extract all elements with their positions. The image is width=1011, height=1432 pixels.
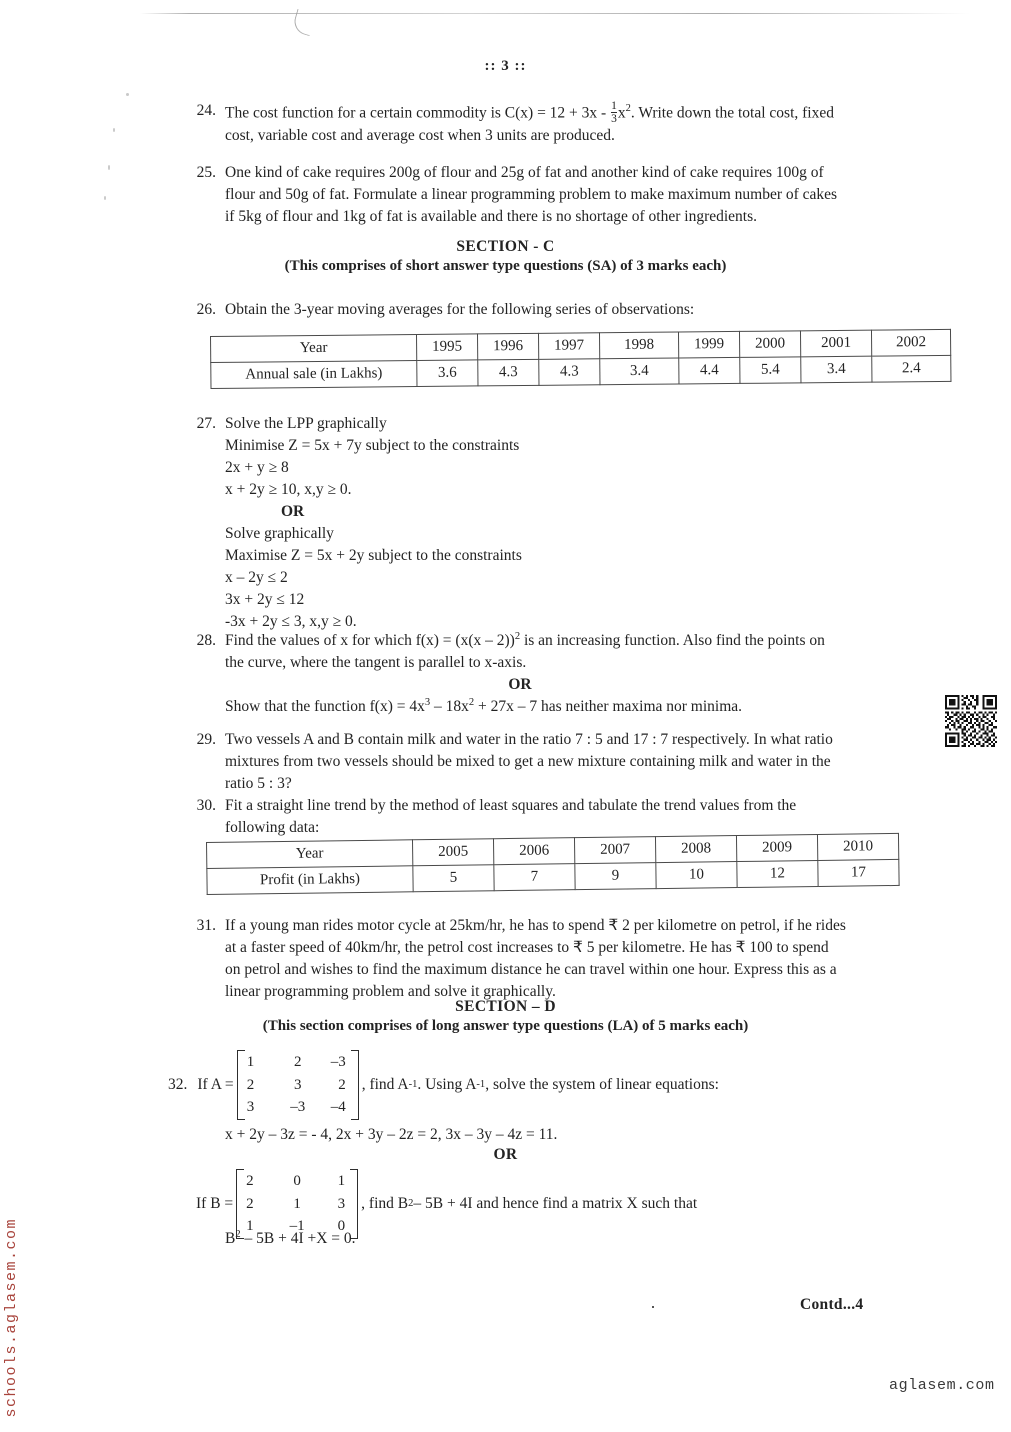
ma-year-cell: 1998 xyxy=(599,332,678,359)
matrix-a-cell: 2 xyxy=(246,1076,255,1093)
matrix-b-cell: 0 xyxy=(293,1173,301,1189)
question-25 xyxy=(182,162,902,228)
matrix-a-cell: –3 xyxy=(290,1099,306,1115)
q32-lead-text: If A = xyxy=(197,1075,234,1093)
q28-line1-exponent: 2 xyxy=(514,631,521,642)
ma-value-cell: 2.4 xyxy=(872,355,951,382)
matrix-a-cell: 2 xyxy=(293,1054,302,1070)
question-27 xyxy=(182,413,822,633)
question-30-number: 30. xyxy=(196,797,216,814)
q31-line2: at a faster speed of 40km/hr, the petrol cost increases to ₹ 5 per kilometre. He has ₹ 100 to spend xyxy=(225,939,829,956)
trend-value-cell: 10 xyxy=(656,862,737,889)
question-32-matrix-a-row xyxy=(168,1050,719,1120)
q28-or-divider: OR xyxy=(508,676,532,694)
ma-value-cell: 3.4 xyxy=(600,358,679,385)
q32-equations-body xyxy=(225,1124,557,1146)
question-26-body xyxy=(225,299,694,321)
q24-frac-numerator: 1 xyxy=(611,100,617,112)
ma-year-cell: 1997 xyxy=(538,333,599,360)
question-32-number: 32. xyxy=(168,1075,188,1093)
q28-exp-square: 2 xyxy=(468,697,475,709)
ma-value-cell: 3.6 xyxy=(417,360,478,387)
q28-line1-a: Find the values of x for which f(x) = (x(x – 2)) xyxy=(225,632,515,650)
q25-line1: One kind of cake requires 200g of flour and 25g of fat and another kind of cake requires 100g of xyxy=(225,164,824,181)
q28-exp-cubic: 3 xyxy=(424,697,431,709)
q32-after-b-1: , find B xyxy=(361,1194,409,1212)
matrix-b-cell: 2 xyxy=(246,1195,254,1212)
question-28 xyxy=(182,630,892,718)
q29-line1: Two vessels A and B contain milk and water in the ratio 7 : 5 and 17 : 7 respectively. In what ratio xyxy=(225,731,833,748)
q32-after-a-3: , solve the system of linear equations: xyxy=(485,1075,719,1093)
q27-line2: Minimise Z = 5x + 7y subject to the constraints xyxy=(225,437,520,454)
q32-after-a-1: , find A xyxy=(361,1075,409,1093)
section-c-heading xyxy=(0,238,1011,275)
ma-year-cell: 1995 xyxy=(416,334,477,361)
question-27-number: 27. xyxy=(196,415,216,432)
q25-line2: flour and 50g of fat. Formulate a linear programming problem to make maximum number of cakes xyxy=(225,186,838,203)
q32-inverse-exponent-2: -1 xyxy=(476,1079,486,1091)
q32-after-a-2: . Using A xyxy=(417,1075,477,1093)
moving-average-table xyxy=(210,329,951,389)
matrix-b-cell: 1 xyxy=(337,1173,346,1189)
trend-value-cell: 9 xyxy=(575,863,656,890)
q29-line2: mixtures from two vessels should be mixed to get a new mixture containing milk and water in the xyxy=(225,753,831,770)
question-24 xyxy=(182,100,882,147)
q27-line7: x – 2y ≤ 2 xyxy=(225,569,288,586)
question-25-number: 25. xyxy=(196,164,216,181)
ma-row-label-year: Year xyxy=(211,335,417,363)
matrix-a-grid xyxy=(245,1050,351,1120)
q27-line5: Solve graphically xyxy=(225,525,334,542)
q32-or-divider-wrap xyxy=(0,1146,1011,1164)
q32-final-body xyxy=(225,1228,356,1250)
matrix-b-cell: 1 xyxy=(246,1218,254,1234)
scan-speck xyxy=(108,165,110,170)
q24-line1-a: The cost function for a certain commodity is C(x) = 12 + 3x - xyxy=(225,104,611,122)
ma-year-cell: 2001 xyxy=(800,330,871,357)
q26-prompt: Obtain the 3-year moving averages for the following series of observations: xyxy=(225,301,695,318)
ma-year-cell: 1999 xyxy=(678,331,739,358)
scan-speck xyxy=(113,128,115,132)
trend-row-label-year: Year xyxy=(207,840,413,869)
ma-value-cell: 5.4 xyxy=(740,357,801,384)
q25-line3: if 5kg of flour and 1kg of fat is available and there is no shortage of other ingredients. xyxy=(225,208,758,225)
q28-line2: the curve, where the tangent is parallel to x-axis. xyxy=(225,654,527,672)
trend-year-cell: 2005 xyxy=(412,839,493,866)
matrix-a-cell: 3 xyxy=(246,1099,255,1115)
matrix-a-cell: –4 xyxy=(330,1099,346,1115)
question-31-body xyxy=(225,915,846,1003)
q27-line4: x + 2y ≥ 10, x,y ≥ 0. xyxy=(225,481,352,498)
question-28-number: 28. xyxy=(196,632,216,649)
trend-year-cell: 2008 xyxy=(655,836,736,863)
q24-frac-denominator: 3 xyxy=(611,113,617,126)
scan-line-artifact xyxy=(140,13,970,14)
q32-b-exponent: 2 xyxy=(408,1198,414,1210)
matrix-b-cell: –1 xyxy=(289,1218,305,1234)
q28-line3-a: Show that the function f(x) = 4x xyxy=(225,698,425,716)
scan-speck xyxy=(104,196,106,200)
trend-year-cell: 2009 xyxy=(736,834,817,861)
q32-final-a: B xyxy=(225,1230,236,1248)
bottom-watermark: aglasem.com xyxy=(889,1377,995,1394)
question-29 xyxy=(182,729,892,795)
trend-year-cell: 2010 xyxy=(817,833,898,860)
ma-value-cell: 4.4 xyxy=(679,357,740,384)
question-26 xyxy=(182,299,882,321)
matrix-a-cell: 3 xyxy=(293,1076,302,1093)
qr-code xyxy=(945,695,997,747)
ma-year-cell: 2000 xyxy=(739,331,800,358)
q27-line8: 3x + 2y ≤ 12 xyxy=(225,591,305,608)
section-c-title: SECTION - C xyxy=(456,238,555,255)
q27-line9: -3x + 2y ≤ 3, x,y ≥ 0. xyxy=(225,613,357,630)
matrix-a-right-bracket xyxy=(351,1050,359,1120)
question-31-number: 31. xyxy=(196,917,216,934)
trend-year-cell: 2007 xyxy=(574,837,655,864)
ma-year-cell: 2002 xyxy=(871,329,950,356)
qr-code-graphic xyxy=(945,695,997,747)
q28-line3-c: + 27x – 7 has neither maxima nor minima. xyxy=(474,698,743,716)
q31-line4: linear programming problem and solve it graphically. xyxy=(225,983,556,1000)
matrix-b-cell: 1 xyxy=(293,1195,301,1212)
q32-inverse-exponent-1: -1 xyxy=(408,1079,418,1091)
ma-value-cell: 3.4 xyxy=(801,356,872,383)
footer-continued-note: Contd...4 xyxy=(800,1296,864,1313)
ma-value-cell: 4.3 xyxy=(539,359,600,386)
q24-fraction xyxy=(611,100,617,125)
question-29-number: 29. xyxy=(196,731,216,748)
question-30-body xyxy=(225,795,796,839)
q30-line1: Fit a straight line trend by the method of least squares and tabulate the trend values from the xyxy=(225,797,797,814)
q28-line3-b: – 18x xyxy=(430,698,469,716)
ma-row-label-sale: Annual sale (in Lakhs) xyxy=(211,361,417,389)
q24-exponent: 2 xyxy=(625,103,631,115)
section-c-subtitle: (This comprises of short answer type questions (SA) of 3 marks each) xyxy=(284,258,727,274)
question-24-number: 24. xyxy=(196,102,216,119)
question-29-body xyxy=(225,729,833,795)
trend-table xyxy=(206,833,900,895)
q24-line2: cost, variable cost and average cost when 3 units are produced. xyxy=(225,127,615,145)
section-d-heading xyxy=(0,998,1011,1035)
trend-value-cell: 17 xyxy=(818,859,899,886)
q27-or-divider: OR xyxy=(281,503,305,520)
q27-line6: Maximise Z = 5x + 2y subject to the constraints xyxy=(225,547,522,564)
q32-or-divider: OR xyxy=(493,1146,518,1163)
question-27-body xyxy=(225,413,522,633)
question-24-body xyxy=(225,100,834,147)
q32-lead-b-text: If B = xyxy=(196,1194,234,1212)
q27-line3: 2x + y ≥ 8 xyxy=(225,459,289,476)
q31-line1: If a young man rides motor cycle at 25km/hr, he has to spend ₹ 2 per kilometre on petrol, if he rides xyxy=(225,917,846,934)
trend-year-cell: 2006 xyxy=(493,838,574,865)
matrix-a-cell: 2 xyxy=(338,1076,346,1093)
ma-value-cell: 4.3 xyxy=(478,359,539,386)
q28-line1-b: is an increasing function. Also find the points on xyxy=(520,632,825,650)
q32-equations-row xyxy=(182,1124,822,1146)
page-marker: :: 3 :: xyxy=(484,58,527,74)
q32-final-b: – 5B + 4I +X = 0. xyxy=(240,1230,356,1248)
q24-line1-b: x xyxy=(617,104,626,122)
trend-row-label-profit: Profit (in Lakhs) xyxy=(207,866,413,895)
matrix-a-cell: –3 xyxy=(330,1054,346,1070)
q31-line3: on petrol and wishes to find the maximum distance he can travel within one hour. Express this as a xyxy=(225,961,837,978)
matrix-b-cell: 0 xyxy=(337,1218,346,1234)
scan-speck xyxy=(126,93,129,96)
question-30 xyxy=(182,795,882,839)
trend-value-cell: 7 xyxy=(494,864,575,891)
question-31 xyxy=(182,915,897,1003)
q32-after-b-2: – 5B + 4I and hence find a matrix X such that xyxy=(413,1194,698,1212)
question-26-number: 26. xyxy=(196,301,216,318)
q24-line1-c: . Write down the total cost, fixed xyxy=(630,104,834,122)
stray-dot-artifact xyxy=(652,1306,654,1308)
matrix-a-cell: 1 xyxy=(246,1054,255,1070)
q32-equations: x + 2y – 3z = - 4, 2x + 3y – 2z = 2, 3x – 3y – 4z = 11. xyxy=(225,1126,558,1143)
matrix-b-cell: 2 xyxy=(246,1173,254,1189)
matrix-a-left-bracket xyxy=(237,1050,245,1120)
q30-line2: following data: xyxy=(225,819,320,836)
section-d-title: SECTION – D xyxy=(455,998,556,1015)
trend-value-cell: 5 xyxy=(413,865,494,892)
ma-year-cell: 1996 xyxy=(477,333,538,360)
q29-line3: ratio 5 : 3? xyxy=(225,775,292,792)
q32-final-exponent: 2 xyxy=(235,1229,241,1240)
trend-value-cell: 12 xyxy=(737,860,818,887)
question-25-body xyxy=(225,162,837,228)
section-d-subtitle: (This section comprises of long answer type questions (LA) of 5 marks each) xyxy=(262,1018,749,1034)
side-watermark: schools.aglasem.com xyxy=(3,1218,20,1418)
q27-line1: Solve the LPP graphically xyxy=(225,415,387,432)
q32-final-equation-row xyxy=(182,1228,822,1250)
question-28-body xyxy=(225,630,825,718)
matrix-b-cell: 3 xyxy=(337,1195,346,1212)
matrix-a xyxy=(237,1050,359,1120)
